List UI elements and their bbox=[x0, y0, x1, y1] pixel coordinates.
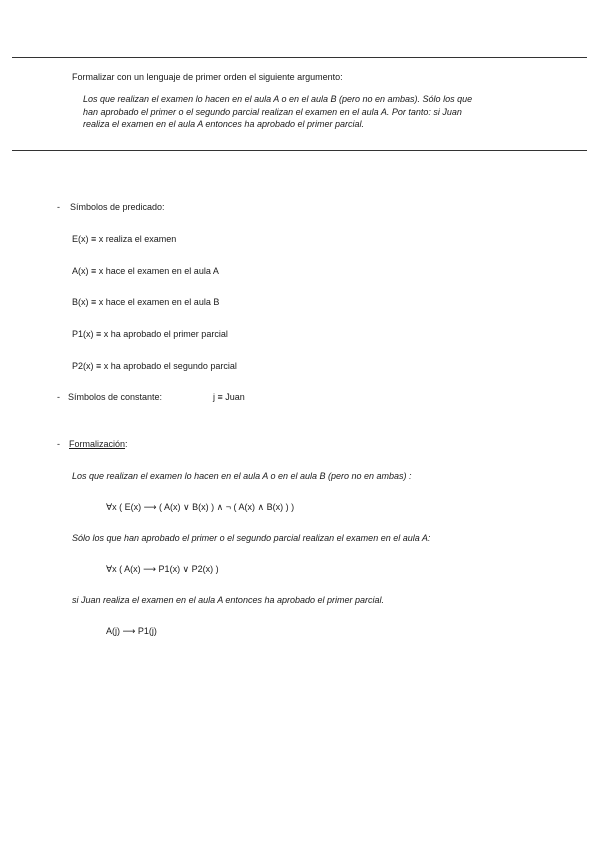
formalization-heading-label: Formalización bbox=[69, 439, 126, 449]
constant-juan: j ≡ Juan bbox=[213, 392, 245, 402]
predicate-a: A(x) ≡ x hace el examen en el aula A bbox=[72, 266, 219, 276]
bottom-rule bbox=[12, 150, 587, 151]
predicate-p2: P2(x) ≡ x ha aprobado el segundo parcial bbox=[72, 361, 237, 371]
argument-line-2: han aprobado el primer o el segundo parcial realizan el examen en el aula A. Por tanto: si Juan bbox=[83, 106, 462, 117]
predicates-heading: Símbolos de predicado: bbox=[70, 202, 165, 212]
argument-line-1: Los que realizan el examen lo hacen en el aula A o en el aula B (pero no en ambas). Sólo los que bbox=[83, 94, 473, 104]
predicate-p1: P1(x) ≡ x ha aprobado el primer parcial bbox=[72, 329, 228, 339]
constants-heading: Símbolos de constante: bbox=[68, 392, 163, 402]
predicate-b: B(x) ≡ x hace el examen en el aula B bbox=[72, 297, 220, 307]
formula-2: ∀x ( A(x) ⟶ P1(x) ∨ P2(x) ) bbox=[106, 564, 219, 574]
instruction-text: Formalizar con un lenguaje de primer orden el siguiente argumento: bbox=[72, 72, 343, 82]
argument-line-3: realiza el examen en el aula A entonces ha aprobado el primer parcial. bbox=[83, 119, 364, 129]
formalization-heading bbox=[69, 439, 128, 450]
premise-2: Sólo los que han aprobado el primer o el segundo parcial realizan el examen en el aula A: bbox=[72, 533, 431, 543]
formalization-bullet: - bbox=[57, 439, 60, 449]
predicate-e: E(x) ≡ x realiza el examen bbox=[72, 234, 177, 244]
argument-statement bbox=[83, 93, 553, 131]
formula-1: ∀x ( E(x) ⟶ ( A(x) ∨ B(x) ) ∧ ¬ ( A(x) ∧ B(x) ) ) bbox=[106, 502, 295, 512]
conclusion: si Juan realiza el examen en el aula A entonces ha aprobado el primer parcial. bbox=[72, 595, 385, 605]
formula-3: A(j) ⟶ P1(j) bbox=[106, 626, 157, 636]
formalization-heading-colon: : bbox=[125, 439, 128, 449]
premise-1: Los que realizan el examen lo hacen en el aula A o en el aula B (pero no en ambas) : bbox=[72, 471, 412, 481]
constants-bullet: - bbox=[57, 392, 60, 402]
top-rule bbox=[12, 57, 587, 58]
predicates-bullet: - bbox=[57, 202, 60, 212]
